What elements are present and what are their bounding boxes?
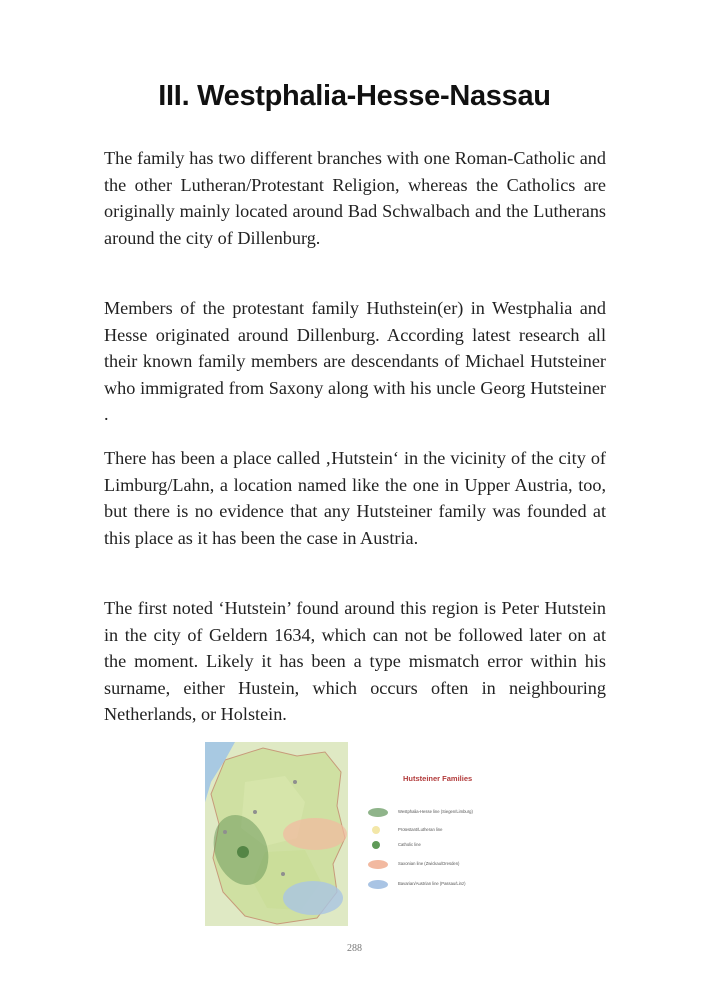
legend-swatch [368, 880, 388, 889]
legend-swatch [372, 826, 380, 834]
legend-label: Bavarian/Austrian line (Passau/Linz) [398, 881, 466, 886]
legend-title: Hutsteiner Families [403, 774, 473, 783]
page-title: III. Westphalia-Hesse-Nassau [158, 80, 551, 112]
paragraph-first-noted: The first noted ‘Hutstein’ found around this region is Peter Hutstein in the city of Geldern 1634, which can not be followed later on at the moment. Likely it has been a type mismatch error within his surname, either Hustein, which occurs often in neighbouring Netherlands, or Holstein. [104, 598, 606, 725]
paragraph-branches: The family has two different branches with one Roman-Catholic and the other Lutheran/Protestant Religion, whereas the Catholics are originally mainly located around Bad Schwalbach and the Lutherans around the city of Dillenburg. [104, 148, 606, 248]
legend-label: Protestant/Lutheran line [398, 827, 443, 832]
paragraph-protestant-family: Members of the protestant family Huthstein(er) in Westphalia and Hesse originated around Dillenburg. According latest research all their known family members are descendants of Michael Hutsteiner who immigrated from Saxony along with his uncle Georg Hutsteiner . [104, 298, 606, 425]
germany-map [205, 742, 348, 926]
map-legend [348, 742, 505, 926]
legend-label: Saxonian line (Zwickau/Dresden) [398, 861, 460, 866]
page-number: 288 [347, 943, 362, 954]
hutsteiner-families-map-figure [205, 742, 505, 926]
legend-swatch [368, 860, 388, 869]
paragraph-hutstein-place: There has been a place called ‚Hutstein‘ in the vicinity of the city of Limburg/Lahn, a location named like the one in Upper Austria, too, but there is no evidence that any Hutsteiner family was founded at this place as it has been the case in Austria. [104, 448, 606, 548]
legend-label: Westphalia-Hesse line (Siegen/Limburg) [398, 809, 473, 814]
legend-label: Catholic line [398, 842, 421, 847]
germany-map-graphic [205, 742, 348, 926]
legend-swatch [372, 841, 380, 849]
legend-swatch [368, 808, 388, 817]
